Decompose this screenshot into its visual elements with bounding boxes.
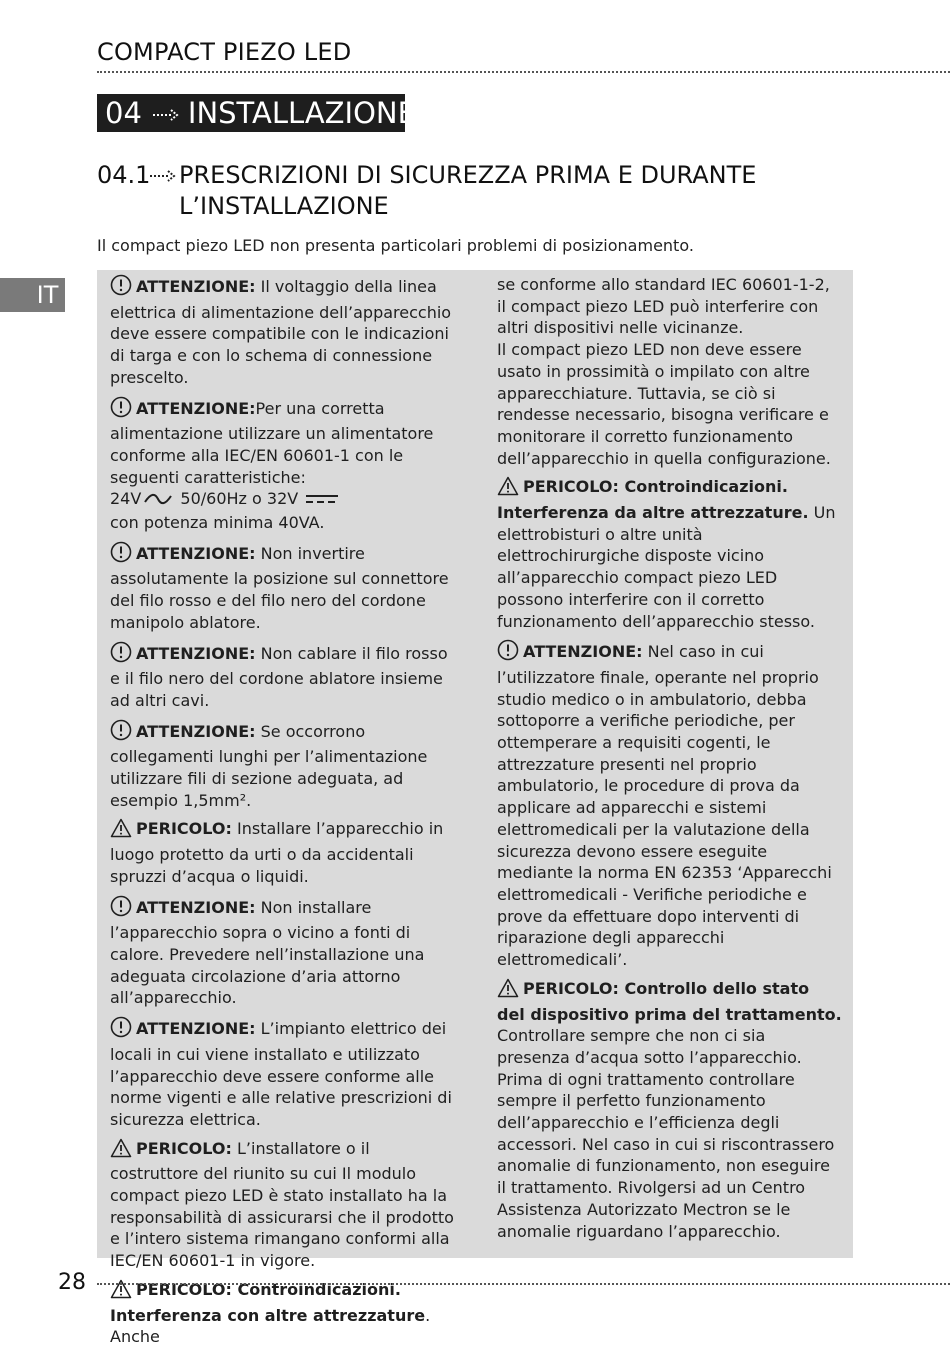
caution-circle-icon <box>497 639 519 667</box>
danger-label: PERICOLO: <box>136 819 232 839</box>
warning-text: L’impianto elettrico dei locali in cui viene installato e utilizzato l’apparecchio deve essere conforme alle norme vigenti e alle relative prescrizioni di sicurezza elettrica. <box>110 1019 452 1129</box>
subsection-heading <box>97 160 797 221</box>
warning-label: ATTENZIONE: <box>136 1019 256 1039</box>
danger-paragraph <box>110 1279 460 1348</box>
danger-text: . Anche <box>110 1305 431 1347</box>
warning-text: Per una corretta alimentazione utilizzare un alimentatore conforme alla IEC/EN 60601-1 con le seguenti caratteristiche: <box>110 398 434 487</box>
caution-circle-icon <box>110 396 132 424</box>
dotted-arrow-icon <box>152 96 180 130</box>
warning-paragraph <box>110 719 460 812</box>
body-paragraph: Il compact piezo LED non deve essere usato in prossimità o impilato con altre apparecchiature. Tuttavia, se ciò si rendesse necessario, bisogna verificare e monitorare il corretto funzionamento dell’apparecchio in quella configurazione. <box>497 340 831 468</box>
dotted-arrow-icon <box>149 161 177 191</box>
warning-paragraph <box>110 396 460 534</box>
warning-paragraph <box>497 639 842 971</box>
caution-circle-icon <box>110 1016 132 1044</box>
subsection-number: 04.1 <box>97 161 151 189</box>
warning-text: Non invertire assolutamente la posizione sul connettore del filo rosso e del filo nero del cordone manipolo ablatore. <box>110 543 449 632</box>
warning-triangle-icon <box>110 818 132 844</box>
warning-text: Se occorrono collegamenti lunghi per l’alimentazione utilizzare fili di sezione adeguata, ad esempio 1,5mm². <box>110 721 428 810</box>
caution-circle-icon <box>110 641 132 669</box>
voltage-ac-value: 24V <box>110 489 142 509</box>
right-column <box>497 274 842 1249</box>
warning-label: ATTENZIONE: <box>136 277 256 296</box>
warning-paragraph <box>110 541 460 634</box>
section-number: 04 <box>105 96 142 130</box>
document-header-title: COMPACT PIEZO LED <box>97 38 352 66</box>
frequency-text: 50/60Hz o 32V <box>175 489 304 509</box>
warning-paragraph <box>110 1016 460 1131</box>
warning-paragraph <box>110 274 460 389</box>
language-tab: IT <box>0 278 65 312</box>
warning-label: ATTENZIONE: <box>136 897 256 917</box>
danger-paragraph <box>497 978 842 1242</box>
warning-paragraph <box>110 641 460 712</box>
danger-label: PERICOLO: Controindicazioni. Interferenza con altre attrezzature <box>110 1279 426 1325</box>
danger-label: PERICOLO: Controindicazioni. Interferenza da altre attrezzature. <box>497 477 809 523</box>
warning-triangle-icon <box>110 1138 132 1164</box>
left-column <box>110 274 460 1355</box>
subsection-title-line2: L’INSTALLAZIONE <box>179 192 389 220</box>
danger-paragraph <box>110 1138 460 1272</box>
warning-label: ATTENZIONE: <box>136 398 256 418</box>
danger-label: PERICOLO: Controllo dello stato del dispositivo prima del trattamento. <box>497 978 842 1024</box>
warning-label: ATTENZIONE: <box>136 543 256 563</box>
warning-label: ATTENZIONE: <box>523 642 643 662</box>
danger-paragraph <box>497 476 842 632</box>
warning-paragraph <box>110 895 460 1010</box>
danger-label: PERICOLO: <box>136 1138 232 1158</box>
warning-text: Il voltaggio della linea elettrica di alimentazione dell’apparecchio deve essere compatibile con le indicazioni di targa e con lo schema di connessione prescelto. <box>110 277 452 387</box>
page-number: 28 <box>58 1270 86 1295</box>
caution-circle-icon <box>110 895 132 923</box>
dc-symbol-icon <box>305 489 339 511</box>
caution-circle-icon <box>110 719 132 747</box>
power-requirement: con potenza minima 40VA. <box>110 513 325 533</box>
warning-label: ATTENZIONE: <box>136 643 256 663</box>
danger-text: L’installatore o il costruttore del riunito su cui Il modulo compact piezo LED è stato installato ha la responsabilità di assicurarsi che il prodotto e l’intero sistema rimangano conformi alla IEC/EN 60601-1 in vigore. <box>110 1138 454 1271</box>
section-heading <box>97 94 416 132</box>
header-divider <box>97 71 950 73</box>
ac-wave-icon <box>143 490 173 512</box>
warning-text: Non cablare il filo rosso e il filo nero del cordone ablatore insieme ad altri cavi. <box>110 643 448 710</box>
section-title: INSTALLAZIONE <box>187 96 416 130</box>
warning-text: Nel caso in cui l’utilizzatore finale, operante nel proprio studio medico o in ambulatorio, debba sottoporre a verifiche periodiche, per ottemperare a requisiti cogenti, le attrezzature presenti nel proprio ambulatorio, le procedure di prova da applicare ad apparecchi e sistemi elettromedicali per la valutazione della sicurezza devono essere eseguite mediante la norma EN 62353 ‘Apparecchi elettromedicali - Verifiche periodiche e prove da effettuare dopo interventi di riparazione degli apparecchi elettromedicali’. <box>497 642 832 970</box>
danger-text: Controllare sempre che non ci sia presenza d’acqua sotto l’apparecchio. Prima di ogni trattamento controllare sempre il perfetto funzionamento dell’apparecchio e l’efficienza degli accessori. Nel caso in cui si riscontrassero anomalie di funzionamento, non eseguire il trattamento. Rivolgersi ad un Centro Assistenza Autorizzato Mectron se le anomalie riguardano l’apparecchio. <box>497 1026 835 1241</box>
subsection-title-line1: PRESCRIZIONI DI SICUREZZA PRIMA E DURANTE <box>179 161 757 189</box>
caution-circle-icon <box>110 274 132 302</box>
intro-text: Il compact piezo LED non presenta particolari problemi di posizionamento. <box>97 236 694 255</box>
continuation-paragraph: se conforme allo standard IEC 60601-1-2, il compact piezo LED può interferire con altri dispositivi nelle vicinanze. <box>497 275 830 338</box>
danger-text: Un elettrobisturi o altre unità elettrochirurgiche disposte vicino all’apparecchio compact piezo LED possono interferire con il corretto funzionamento dell’apparecchio stesso. <box>497 503 836 631</box>
caution-circle-icon <box>110 541 132 569</box>
warning-label: ATTENZIONE: <box>136 721 256 741</box>
danger-paragraph <box>110 818 460 887</box>
footer-divider <box>97 1283 950 1285</box>
warning-text: Non installare l’apparecchio sopra o vicino a fonti di calore. Prevedere nell’installazione una adeguata circolazione d’aria attorno all’apparecchio. <box>110 897 425 1008</box>
danger-text: Installare l’apparecchio in luogo protetto da urti o da accidentali spruzzi d’acqua o liquidi. <box>110 819 444 886</box>
warning-triangle-icon <box>497 978 519 1004</box>
warning-triangle-icon <box>497 476 519 502</box>
